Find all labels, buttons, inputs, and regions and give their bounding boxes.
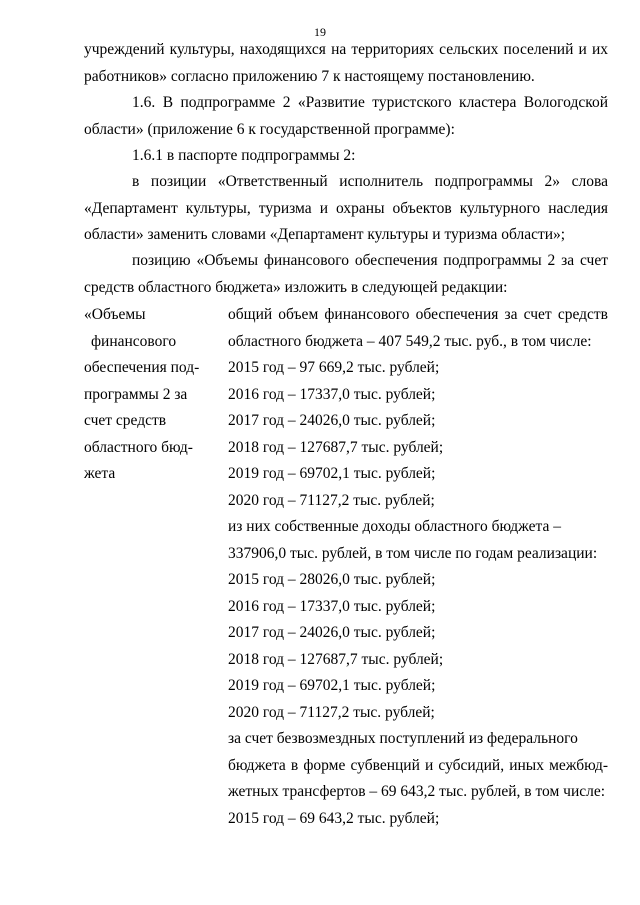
- value-line: из них собственные доходы областного бюджета –: [228, 518, 562, 535]
- text-line: учреждений культуры, находящихся на территориях сельских поселений и их: [84, 41, 608, 58]
- value-line: 2018 год – 127687,7 тыс. рублей;: [228, 650, 444, 668]
- value-line: 2017 год – 24026,0 тыс. рублей;: [228, 624, 436, 641]
- value-line: 2015 год – 97 669,2 тыс. рублей;: [228, 359, 440, 376]
- text-line: средств областного бюджета» изложить в следующей редакции:: [84, 278, 508, 296]
- text-line: 1.6. В подпрограмме 2 «Развитие туристского кластера Вологодской: [132, 94, 608, 111]
- label-line: финансового: [91, 332, 177, 350]
- value-line: 2017 год – 24026,0 тыс. рублей;: [228, 412, 436, 429]
- value-line: 2016 год – 17337,0 тыс. рублей;: [228, 597, 436, 615]
- label-line: «Объемы: [84, 306, 146, 323]
- label-line: счет средств: [84, 412, 167, 429]
- table-label-column: [84, 302, 212, 488]
- label-line: обеспечения под-: [84, 359, 200, 376]
- paragraph-item-1-6-1: [84, 143, 608, 170]
- label-line: областного бюд-: [84, 438, 193, 456]
- text-line: «Департамент культуры, туризма и охраны объектов культурного наследия: [84, 199, 608, 217]
- value-line: за счет безвозмездных поступлений из федерального: [228, 730, 578, 747]
- value-line: бюджета в форме субвенций и субсидий, иных межбюд-: [228, 756, 608, 774]
- text-line: позицию «Объемы финансового обеспечения подпрограммы 2 за счет: [132, 252, 608, 269]
- value-line: жетных трансфертов – 69 643,2 тыс. рублей, в том числе:: [228, 783, 606, 800]
- paragraph-intro: [84, 37, 608, 90]
- paragraph-responsible-executor: [84, 169, 608, 249]
- page-number: 19: [314, 25, 326, 39]
- value-line: 2019 год – 69702,1 тыс. рублей;: [228, 465, 436, 482]
- value-line: 2016 год – 17337,0 тыс. рублей;: [228, 385, 436, 403]
- value-line: 2015 год – 69 643,2 тыс. рублей;: [228, 809, 440, 827]
- paragraph-funding-position: [84, 248, 608, 301]
- text-line: работников» согласно приложению 7 к настоящему постановлению.: [84, 67, 535, 85]
- value-line: 337906,0 тыс. рублей, в том числе по годам реализации:: [228, 544, 598, 562]
- text-line: области» заменить словами «Департамент культуры и туризма области»;: [84, 226, 566, 243]
- text-line: в позиции «Ответственный исполнитель подпрограммы 2» слова: [132, 173, 608, 190]
- value-line: 2019 год – 69702,1 тыс. рублей;: [228, 677, 436, 694]
- label-line: программы 2 за: [84, 385, 188, 403]
- paragraph-item-1-6: [84, 90, 608, 143]
- value-line: 2020 год – 71127,2 тыс. рублей;: [228, 491, 435, 509]
- value-line: 2015 год – 28026,0 тыс. рублей;: [228, 571, 436, 588]
- label-line: жета: [84, 465, 116, 482]
- table-value-column: [228, 302, 608, 832]
- text-line: 1.6.1 в паспорте подпрограммы 2:: [132, 147, 356, 164]
- text-line: области» (приложение 6 к государственной программе):: [84, 120, 455, 138]
- value-line: областного бюджета – 407 549,2 тыс. руб., в том числе:: [228, 332, 592, 350]
- value-line: 2018 год – 127687,7 тыс. рублей;: [228, 438, 444, 456]
- value-line: общий объем финансового обеспечения за счет средств: [228, 306, 608, 323]
- value-line: 2020 год – 71127,2 тыс. рублей;: [228, 703, 435, 721]
